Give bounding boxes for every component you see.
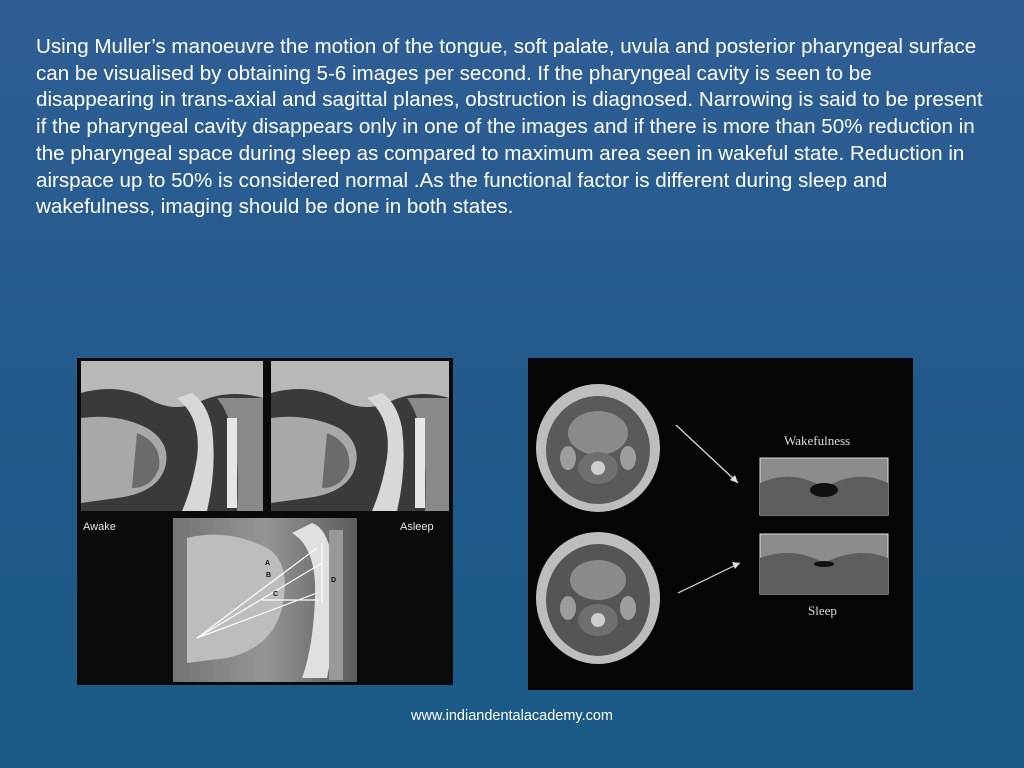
asleep-label: Asleep [400, 521, 434, 533]
wakefulness-label: Wakefulness [784, 433, 851, 448]
footer-url: www.indiandentalacademy.com [410, 708, 614, 724]
axial-mri-illustration [528, 358, 913, 690]
marker-d: D [331, 577, 337, 584]
awake-label: Awake [83, 521, 116, 533]
sagittal-mri-illustration [77, 358, 453, 685]
marker-a: A [265, 560, 271, 567]
slide-paragraph: Using Muller’s manoeuvre the motion of the tongue, soft palate, uvula and posterior pharyngeal surface can be visualised by obtaining 5-6 images per second. If the pharyngeal cavity is seen to be disappearing in trans-axial and sagittal planes, obstruction is diagnosed. Narrowing is said to be present if the pharyngeal cavity disappears only in one of the images and if there is more than 50% reduction in the pharyngeal space during sleep as compared to maximum area seen in wakeful state. Reduction in airspace up to 50% is considered normal .As the functional factor is different during sleep and wakefulness, imaging should be done in both states. [36, 35, 983, 219]
marker-c: C [273, 591, 279, 598]
marker-b: B [266, 572, 272, 579]
sleep-label: Sleep [808, 603, 837, 618]
axial-mri-figure [528, 358, 913, 690]
sagittal-mri-figure [77, 358, 453, 685]
